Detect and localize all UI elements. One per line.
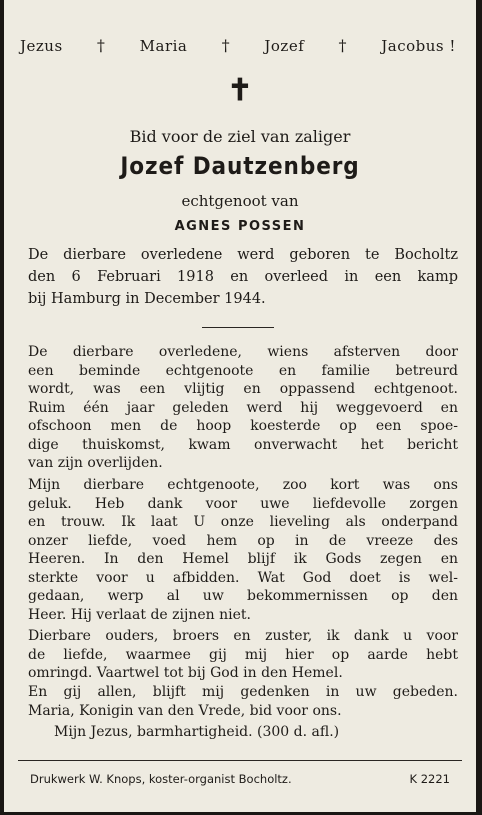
text-line: Heeren. In den Hemel blijf ik Gods zegen en <box>28 551 458 567</box>
deceased-name: Jozef Dautzenberg <box>120 152 360 180</box>
text-line: onzer liefde, voed hem op in de vreeze des <box>28 532 458 549</box>
paragraph-1 <box>28 343 458 473</box>
text-line: sterkte voor u afbidden. Wat God doet is wel- <box>28 569 458 586</box>
small-cross-icon: † <box>96 36 106 55</box>
invocation-jozef: Jozef <box>264 36 305 55</box>
text-line: omringd. Vaartwel tot bij God in den Hemel. <box>28 665 343 681</box>
text-line: een beminde echtgenoote en familie betreurd <box>28 362 458 379</box>
text-line: Dierbare ouders, broers en zuster, ik dank u voor <box>28 628 458 644</box>
spouse-name: AGNES POSSEN <box>174 219 306 234</box>
divider <box>202 327 274 328</box>
small-cross-icon: † <box>221 36 231 55</box>
spouse-label: echtgenoot van <box>181 192 299 210</box>
text-line: dige thuiskomst, kwam onverwacht het bericht <box>28 436 458 453</box>
text-line: De dierbare overledene, wiens afsterven door <box>28 344 458 360</box>
printer-credit: Drukwerk W. Knops, koster-organist Bocholtz. <box>30 772 292 786</box>
text-line: Mijn dierbare echtgenoote, zoo kort was ons <box>28 477 458 493</box>
invocation-jacobus: Jacobus ! <box>381 36 456 55</box>
pray-line: Bid voor de ziel van zaliger <box>129 127 351 146</box>
invocation-jezus: Jezus <box>20 36 63 55</box>
text-line: Ruim één jaar geleden werd hij weggevoerd en <box>28 399 458 416</box>
text-line: ofschoon men de hoop koesterde op een spoe- <box>28 418 458 434</box>
text-line: den 6 Februari 1918 en overleed in een kamp <box>28 269 458 285</box>
text-line: van zijn overlijden. <box>28 455 163 471</box>
prayer-jezus: Mijn Jezus, barmhartigheid. (300 d. afl.) <box>54 724 340 740</box>
prayer-card <box>4 0 476 812</box>
birth-death-text <box>28 244 458 310</box>
cross-icon: ✝ <box>227 73 253 108</box>
text-line: de liefde, waarmee gij mij hier op aarde hebt <box>28 646 458 663</box>
paragraph-3 <box>28 627 458 701</box>
text-line: En gij allen, blijft mij gedenken in uw gebeden. <box>28 683 458 700</box>
footer <box>30 772 450 786</box>
small-cross-icon: † <box>338 36 348 55</box>
footer-divider <box>18 760 462 761</box>
invocation-line <box>4 36 476 55</box>
text-line: en trouw. Ik laat U onze lieveling als onderpand <box>28 514 458 530</box>
prayer-maria: Maria, Konigin van den Vrede, bid voor ons. <box>28 703 342 719</box>
text-line: bij Hamburg in December 1944. <box>28 291 266 307</box>
text-line: wordt, was een vlijtig en oppassend echtgenoot. <box>28 381 458 397</box>
invocation-maria: Maria <box>139 36 188 55</box>
print-code: K 2221 <box>409 772 450 786</box>
paragraph-2 <box>28 476 458 624</box>
text-line: De dierbare overledene werd geboren te Bocholtz <box>28 247 458 263</box>
text-line: Heer. Hij verlaat de zijnen niet. <box>28 606 251 623</box>
text-line: gedaan, werp al uw bekommernissen op den <box>28 588 458 604</box>
text-line: geluk. Heb dank voor uwe liefdevolle zorgen <box>28 495 458 512</box>
